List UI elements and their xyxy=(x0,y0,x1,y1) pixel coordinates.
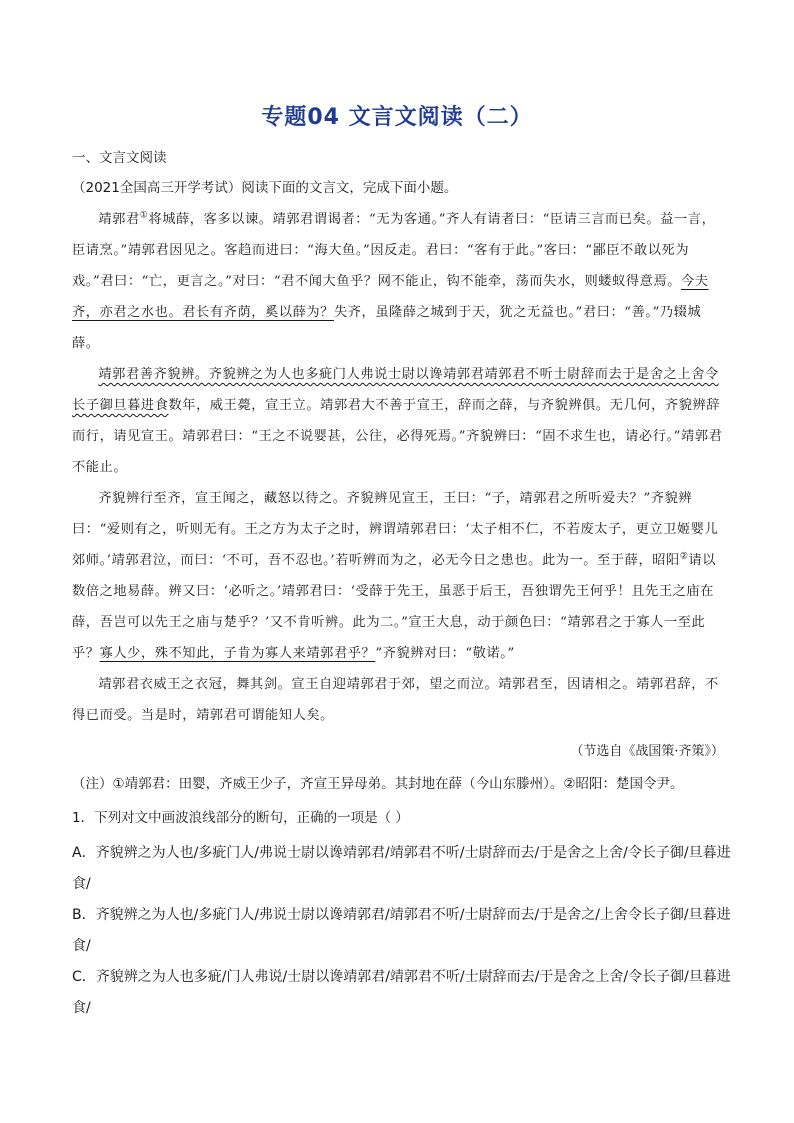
footnote-marker-2: ② xyxy=(679,551,689,562)
classical-passage xyxy=(72,204,728,731)
option-label: A． xyxy=(72,845,96,861)
question-stem: 1．下列对文中画波浪线部分的断句，正确的一项是（ ） xyxy=(72,810,409,826)
option-a[interactable] xyxy=(72,838,732,900)
passage-text: 将城薛，客多以谏。靖郭君谓谒者：“无为客通。”齐人有请者曰：“臣请三言而已矣。益一言，臣请烹。”靖郭君因见之。客趋而进曰：“海大鱼。”因反走。君曰：“客有于此。”客曰：“鄙臣不敢以死为戏。”君曰：“亡，更言之。”对曰：“君不闻大鱼乎？网不能止，钩不能牵，荡而失水，则蝼蚁得意焉。 xyxy=(72,212,716,289)
underlined-sentence: 寡人少，殊不知此，子肯为寡人来靖郭君乎？ xyxy=(99,646,376,661)
passage-text: 数年，威王薨，宣王立。靖郭君大不善于宣王，辞而之薛，与齐貌辨俱。无几何，齐貌辨辞而行，请见宣王。靖郭君曰：“王之不说婴甚，公往，必得死焉。”齐貌辨曰：“固不求生也，请必行。”靖郭君不能止。 xyxy=(72,398,723,475)
option-label: C． xyxy=(72,969,96,985)
passage-paragraph-3 xyxy=(72,483,728,669)
passage-attribution: （节选自《战国策·齐策》） xyxy=(570,744,724,759)
passage-paragraph-4 xyxy=(72,669,728,731)
wavy-underlined-sentence: 靖郭君善齐貌辨。齐貌辨之为人也多疵门人弗说士尉以谗靖郭君靖郭君不听士尉辞而去于是舍之上舍令长子御旦暮进食 xyxy=(72,367,719,413)
source-line: （2021全国高三开学考试）阅读下面的文言文，完成下面小题。 xyxy=(72,180,458,196)
passage-text: 请以数倍之地易薛。辨又曰：‘必听之。’靖郭君曰：‘受薛于先王，虽恶于后王，吾独谓先王何乎！且先王之庙在薛，吾岂可以先王之庙与楚乎？’又不肯听辨。此为二。”宣王大息，动于颜色曰：“靖郭君之于寡人一至此乎？ xyxy=(72,553,717,661)
option-b[interactable] xyxy=(72,900,732,962)
option-text: 齐貌辨之为人也/多疵门人/弗说士尉以谗靖郭君/靖郭君不听/士尉辞而去/于是舍之/上舍令长子御/旦暮进食/ xyxy=(72,907,731,954)
passage-paragraph-2 xyxy=(72,359,728,483)
underlined-sentence: 今夫齐，亦君之水也。君长有齐荫，奚以薛为？ xyxy=(72,274,709,320)
passage-text: 失齐，虽隆薛之城到于天，犹之无益也。”君曰：“善。”乃辍城薛。 xyxy=(72,305,702,351)
footnotes: （注）①靖郭君：田婴，齐威王少子，齐宣王异母弟。其封地在薛（今山东滕州）。②昭阳：楚国令尹。 xyxy=(72,776,684,792)
passage-text: 齐貌辨行至齐，宣王闻之，藏怒以待之。齐貌辨见宣王，王曰：“子，靖郭君之所听爱夫？”齐貌辨曰：“爱则有之，听则无有。王之方为太子之时，辨谓靖郭君曰：‘太子相不仁，不若废太子，更立卫姬婴儿郊师。’靖郭君泣，而曰：‘不可，吾不忍也。’若听辨而为之，必无今日之患也。此为一。至于薛，昭阳 xyxy=(72,491,719,568)
page-title: 专题04 文言文阅读（二） xyxy=(261,105,533,130)
passage-paragraph-1 xyxy=(72,204,728,359)
passage-text: 靖郭君 xyxy=(98,212,140,227)
section-label: 一、文言文阅读 xyxy=(72,150,167,166)
option-text: 齐貌辨之为人也/多疵门人/弗说士尉以谗靖郭君/靖郭君不听/士尉辞而去/于是舍之上舍/令长子御/旦暮进食/ xyxy=(72,845,731,892)
passage-text: ”齐貌辨对曰：“敬诺。” xyxy=(375,646,515,661)
option-text: 齐貌辨之为人也多疵/门人弗说/士尉以谗靖郭君/靖郭君不听/士尉辞而去/于是舍之上舍/令长子御/旦暮进食/ xyxy=(72,969,731,1016)
footnote-marker-1: ① xyxy=(139,210,149,221)
option-label: B． xyxy=(72,907,96,923)
answer-options xyxy=(72,838,732,1024)
option-c[interactable] xyxy=(72,962,732,1024)
passage-text: 靖郭君衣威王之衣冠，舞其剑。宣王自迎靖郭君于郊，望之而泣。靖郭君至，因请相之。靖郭君辞，不得已而受。当是时，靖郭君可谓能知人矣。 xyxy=(72,677,719,723)
